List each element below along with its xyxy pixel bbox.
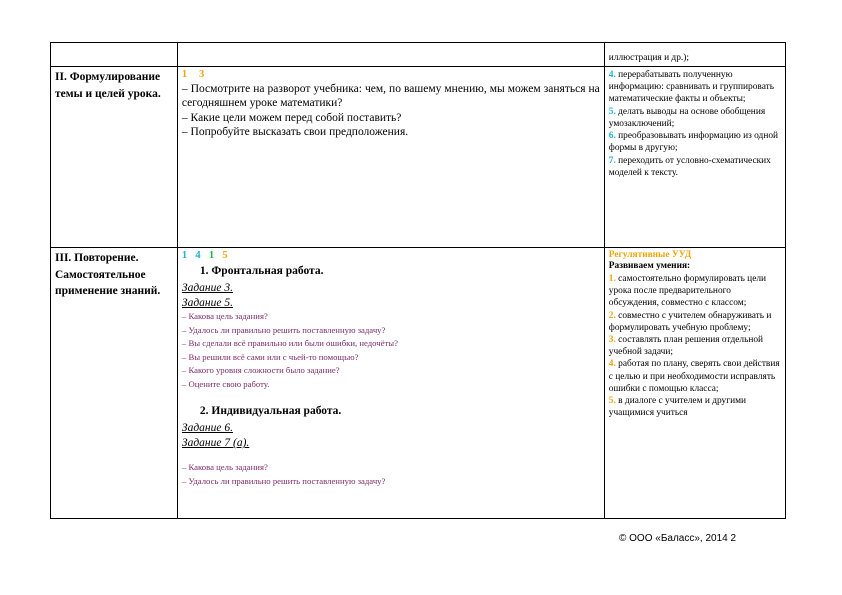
skill-number: 7. (608, 155, 616, 166)
section-heading: 1. Фронтальная работа. (199, 264, 324, 277)
reflection-question: – Какого уровня сложности было задание? (181, 365, 340, 376)
skill-item (609, 69, 781, 106)
task-link: Задание 5. (181, 296, 233, 309)
reflection-question: – Какова цель задания? (181, 311, 268, 322)
question-line: – Попробуйте высказать свои предположения. (181, 125, 409, 138)
stage-title: II. Формулирование темы и целей урока. (55, 71, 161, 100)
skill-item (609, 273, 781, 310)
table-row (51, 248, 786, 519)
task-link: Задание 7 (а). (181, 437, 250, 450)
skill-number: 1. (608, 273, 616, 284)
skill-number: 5. (608, 396, 616, 407)
stage-cell (51, 43, 178, 67)
question-line: – Какие цели можем перед собой поставить? (181, 111, 402, 124)
uud-codes (182, 250, 600, 263)
uud-code: 1 (181, 250, 189, 261)
stage-cell (51, 67, 178, 248)
uud-code: 4 (195, 250, 202, 261)
skill-text: перерабатывать полученную информацию: сравнивать и группировать математические факты и объекты; (608, 70, 775, 105)
uud-cell (604, 67, 785, 248)
section-heading: 2. Индивидуальная работа. (199, 405, 342, 418)
uud-heading: Регулятивные УУД (608, 250, 692, 260)
skill-item (609, 310, 781, 334)
skill-number: 4. (608, 359, 616, 370)
uud-codes (182, 69, 600, 82)
content-cell (177, 43, 604, 67)
stage-title: III. Повторение. Самостоятельное применение знаний. (55, 252, 161, 298)
skill-text: совместно с учителем обнаруживать и формулировать учебную проблему; (608, 310, 772, 333)
stage-cell (51, 248, 178, 519)
skill-item (609, 334, 781, 358)
copyright-footer: © ООО «Баласс», 2014 2 (619, 533, 737, 544)
skill-item (609, 130, 781, 154)
skill-item (609, 155, 781, 179)
skill-text: самостоятельно формулировать цели урока после предварительного обсуждения, совместно с классом; (608, 273, 767, 309)
skill-number: 4. (608, 70, 616, 80)
content-cell (177, 67, 604, 248)
uud-code: 3 (199, 69, 206, 80)
reflection-question: – Какова цель задания? (181, 462, 268, 473)
skill-text: иллюстрация и др.); (608, 52, 689, 63)
skill-text: переходить от условно-схематических моделей к тексту. (608, 155, 771, 178)
skill-text: преобразовывать информацию из одной формы в другую; (608, 131, 779, 154)
develop-label: Развиваем умения: (608, 261, 691, 272)
table-row (51, 67, 786, 248)
skill-number: 5. (608, 106, 616, 117)
skill-text: делать выводы на основе обобщения умозаключений; (608, 106, 766, 129)
skill-text: составлять план решения отдельной учебной задачи; (608, 335, 764, 358)
reflection-question: – Вы сделали всё правильно или были ошибки, недочёты? (181, 338, 398, 349)
skill-item (609, 358, 781, 395)
skill-number: 2. (608, 310, 616, 321)
lesson-plan-table (50, 42, 786, 519)
reflection-question: – Удалось ли правильно решить поставленную задачу? (181, 324, 386, 335)
uud-cell (604, 43, 785, 67)
skill-text: работая по плану, сверять свои действия с целью и при необходимости исправлять ошибки с помощью класса; (608, 359, 780, 394)
uud-cell (604, 248, 785, 519)
skill-number: 6. (608, 131, 616, 142)
skill-number: 3. (608, 335, 616, 346)
skill-text: в диалоге с учителем и другими учащимися учиться (608, 396, 747, 419)
task-link: Задание 6. (181, 422, 233, 435)
uud-code: 1 (208, 250, 216, 261)
task-link: Задание 3. (181, 281, 233, 294)
question-line: – Посмотрите на разворот учебника: чем, по вашему мнению, мы можем заняться на сегодняшнем уроке математики? (181, 82, 600, 110)
uud-code: 5 (222, 250, 229, 261)
reflection-question: – Удалось ли правильно решить поставленную задачу? (181, 475, 386, 486)
reflection-question: – Оцените свою работу. (181, 378, 270, 389)
uud-code: 1 (181, 69, 189, 80)
reflection-question: – Вы решили всё сами или с чьей-то помощью? (181, 351, 359, 362)
skill-item (609, 106, 781, 130)
table-row (51, 43, 786, 67)
content-cell (177, 248, 604, 519)
skill-item (609, 395, 781, 419)
